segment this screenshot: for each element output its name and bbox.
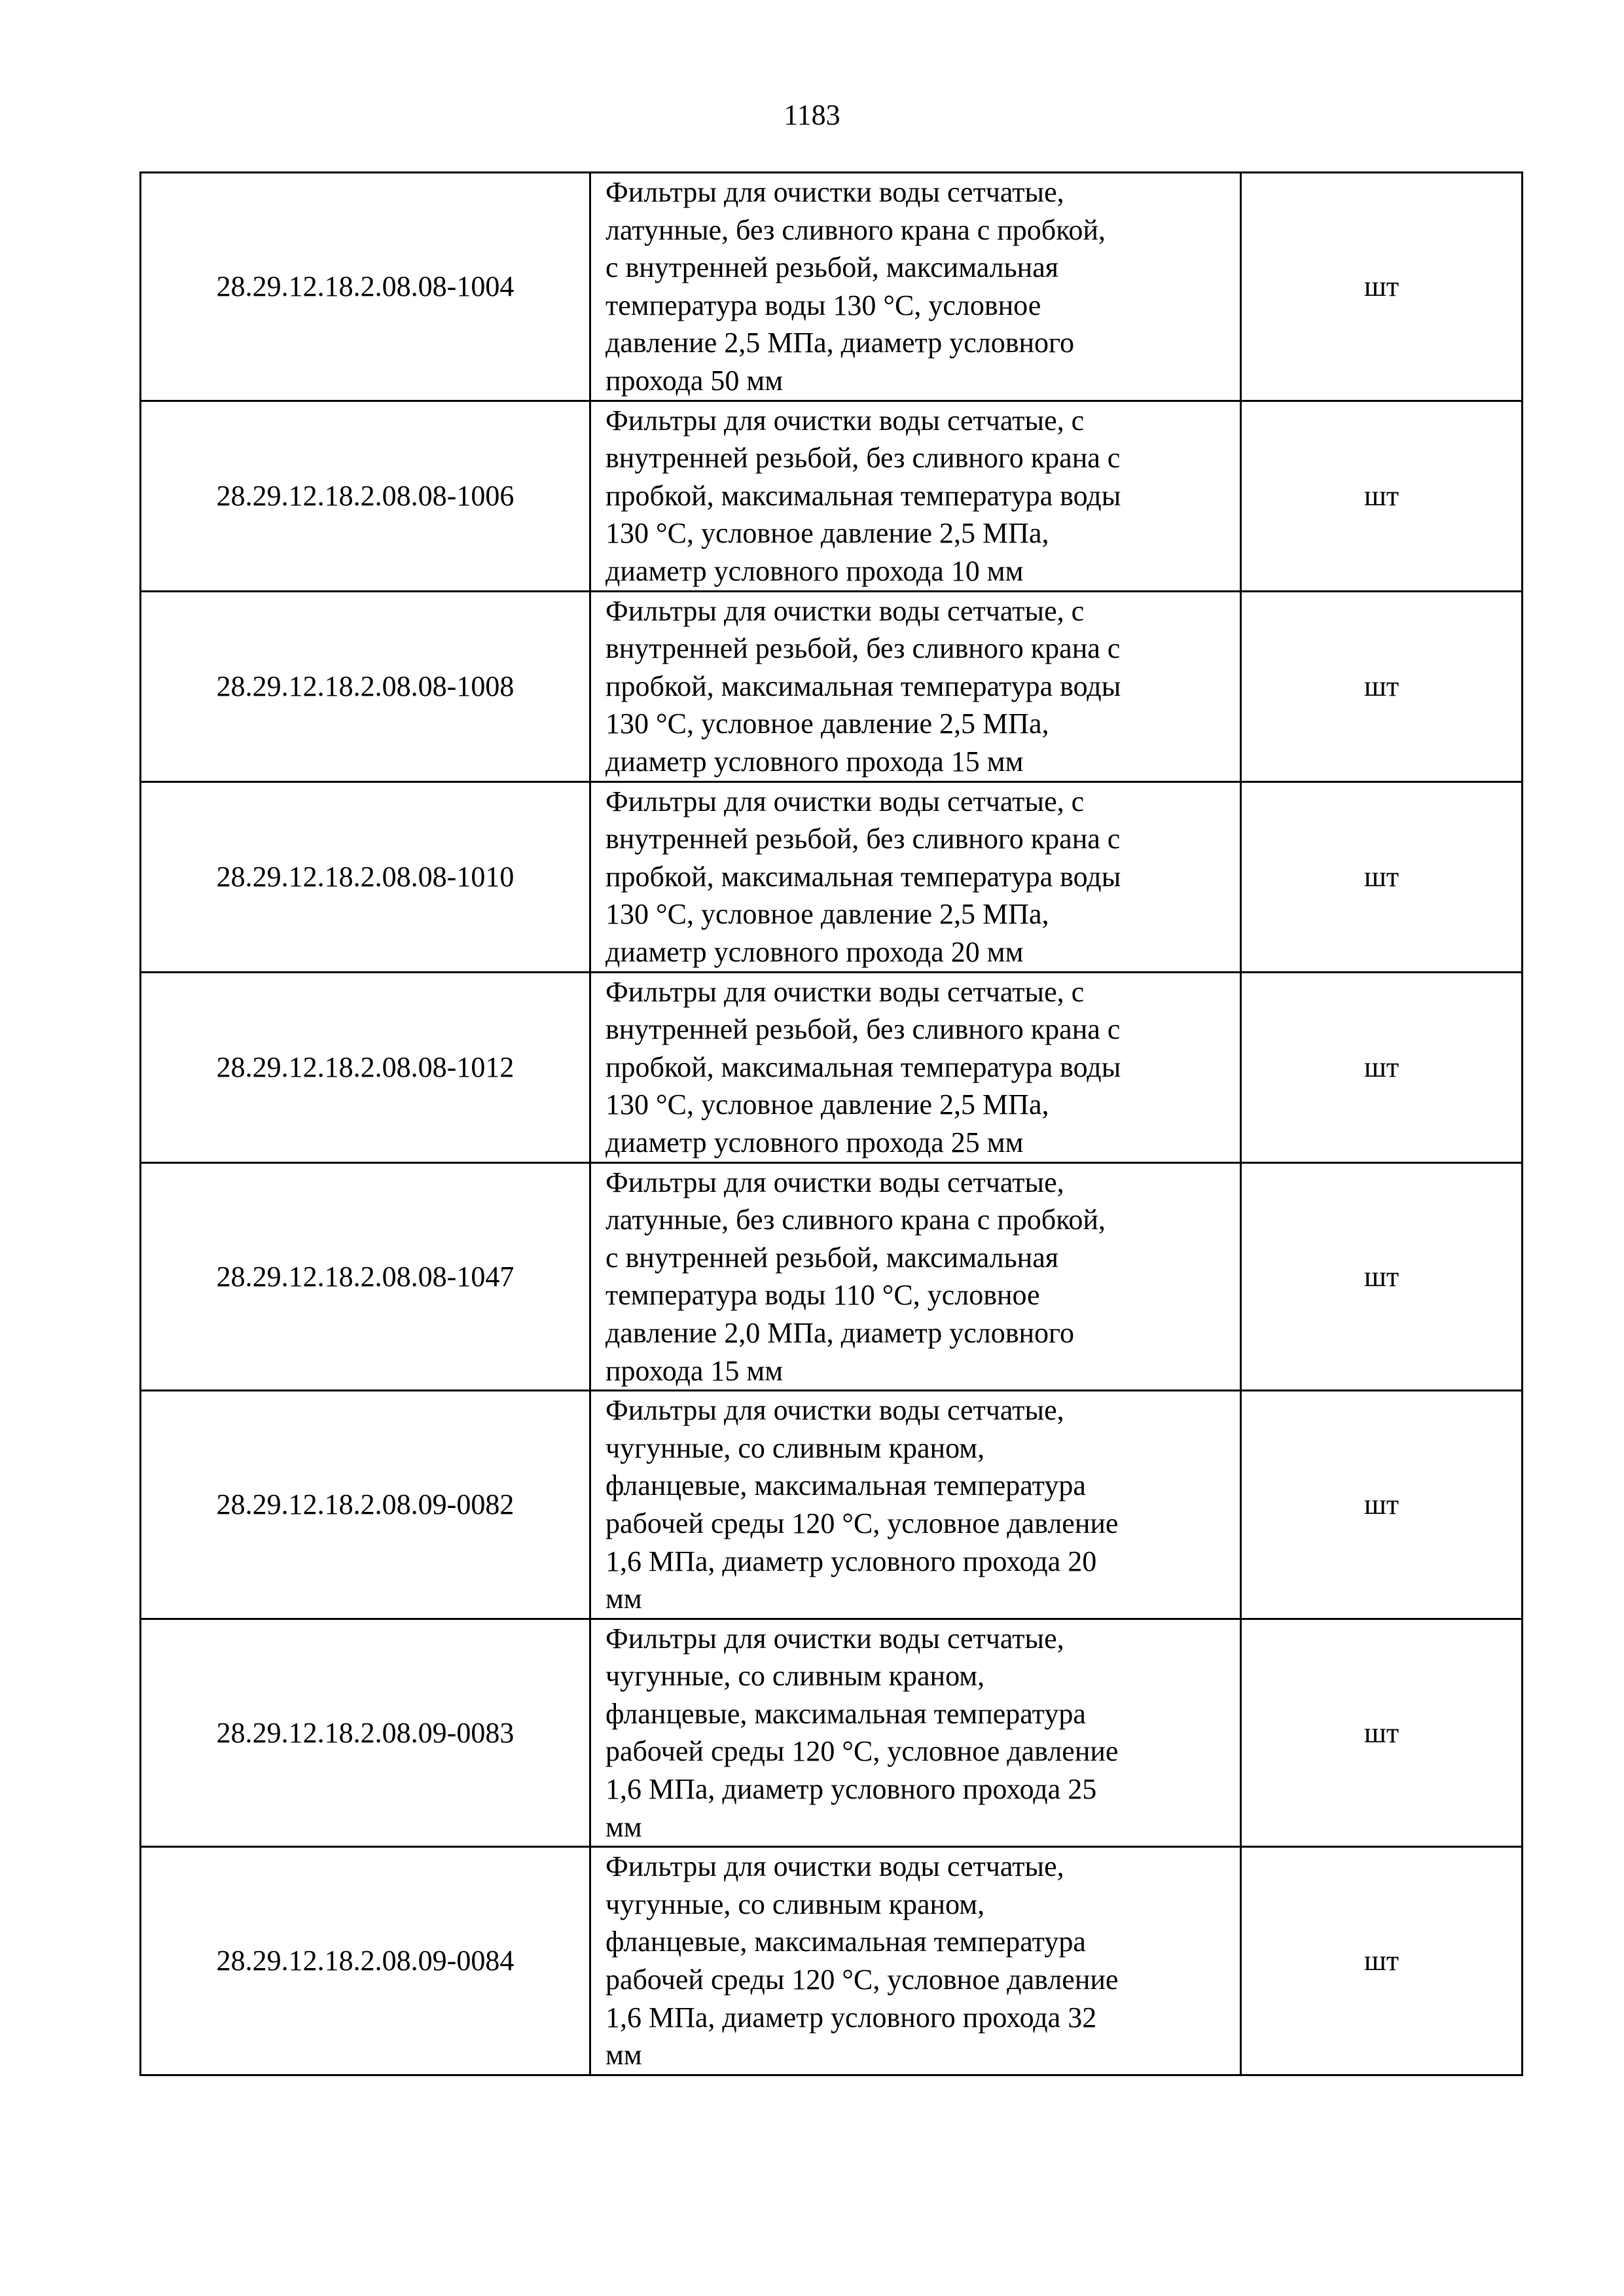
item-code: 28.29.12.18.2.08.09-0082	[141, 1391, 590, 1619]
item-description: Фильтры для очистки воды сетчатые, чугунные, со сливным краном, фланцевые, максимальная температура рабочей среды 120 °С, условное давление 1,6 МПа, диаметр условного прохода 20 мм	[590, 1391, 1241, 1619]
item-code: 28.29.12.18.2.08.08-1010	[141, 781, 590, 972]
item-description: Фильтры для очистки воды сетчатые, латунные, без сливного крана с пробкой, с внутренней резьбой, максимальная температура воды 110 °С, условное давление 2,0 МПа, диаметр условного прохода 15 мм	[590, 1162, 1241, 1391]
item-code: 28.29.12.18.2.08.08-1008	[141, 591, 590, 781]
item-description: Фильтры для очистки воды сетчатые, латунные, без сливного крана с пробкой, с внутренней резьбой, максимальная температура воды 130 °С, условное давление 2,5 МПа, диаметр условного прохода 50 мм	[590, 173, 1241, 401]
item-code: 28.29.12.18.2.08.09-0083	[141, 1619, 590, 1847]
item-code: 28.29.12.18.2.08.08-1004	[141, 173, 590, 401]
item-unit: шт	[1241, 1162, 1523, 1391]
item-code: 28.29.12.18.2.08.09-0084	[141, 1847, 590, 2075]
item-code: 28.29.12.18.2.08.08-1012	[141, 972, 590, 1162]
item-unit: шт	[1241, 173, 1523, 401]
item-unit: шт	[1241, 781, 1523, 972]
items-table	[139, 171, 1523, 2076]
table-row	[141, 173, 1523, 401]
item-code: 28.29.12.18.2.08.08-1047	[141, 1162, 590, 1391]
table-row	[141, 1847, 1523, 2075]
page-number: 1183	[784, 99, 840, 131]
item-description: Фильтры для очистки воды сетчатые, чугунные, со сливным краном, фланцевые, максимальная температура рабочей среды 120 °С, условное давление 1,6 МПа, диаметр условного прохода 25 мм	[590, 1619, 1241, 1847]
item-description: Фильтры для очистки воды сетчатые, с внутренней резьбой, без сливного крана с пробкой, максимальная температура воды 130 °С, условное давление 2,5 МПа, диаметр условного прохода 25 мм	[590, 972, 1241, 1162]
table-row	[141, 972, 1523, 1162]
item-unit: шт	[1241, 1391, 1523, 1619]
item-unit: шт	[1241, 401, 1523, 591]
item-unit: шт	[1241, 1847, 1523, 2075]
table-row	[141, 1391, 1523, 1619]
item-description: Фильтры для очистки воды сетчатые, чугунные, со сливным краном, фланцевые, максимальная температура рабочей среды 120 °С, условное давление 1,6 МПа, диаметр условного прохода 32 мм	[590, 1847, 1241, 2075]
item-unit: шт	[1241, 1619, 1523, 1847]
item-description: Фильтры для очистки воды сетчатые, с внутренней резьбой, без сливного крана с пробкой, максимальная температура воды 130 °С, условное давление 2,5 МПа, диаметр условного прохода 20 мм	[590, 781, 1241, 972]
item-description: Фильтры для очистки воды сетчатые, с внутренней резьбой, без сливного крана с пробкой, максимальная температура воды 130 °С, условное давление 2,5 МПа, диаметр условного прохода 15 мм	[590, 591, 1241, 781]
item-code: 28.29.12.18.2.08.08-1006	[141, 401, 590, 591]
table-row	[141, 591, 1523, 781]
table-row	[141, 781, 1523, 972]
table-row	[141, 1619, 1523, 1847]
item-description: Фильтры для очистки воды сетчатые, с внутренней резьбой, без сливного крана с пробкой, максимальная температура воды 130 °С, условное давление 2,5 МПа, диаметр условного прохода 10 мм	[590, 401, 1241, 591]
table-row	[141, 1162, 1523, 1391]
item-unit: шт	[1241, 591, 1523, 781]
item-unit: шт	[1241, 972, 1523, 1162]
table-row	[141, 401, 1523, 591]
